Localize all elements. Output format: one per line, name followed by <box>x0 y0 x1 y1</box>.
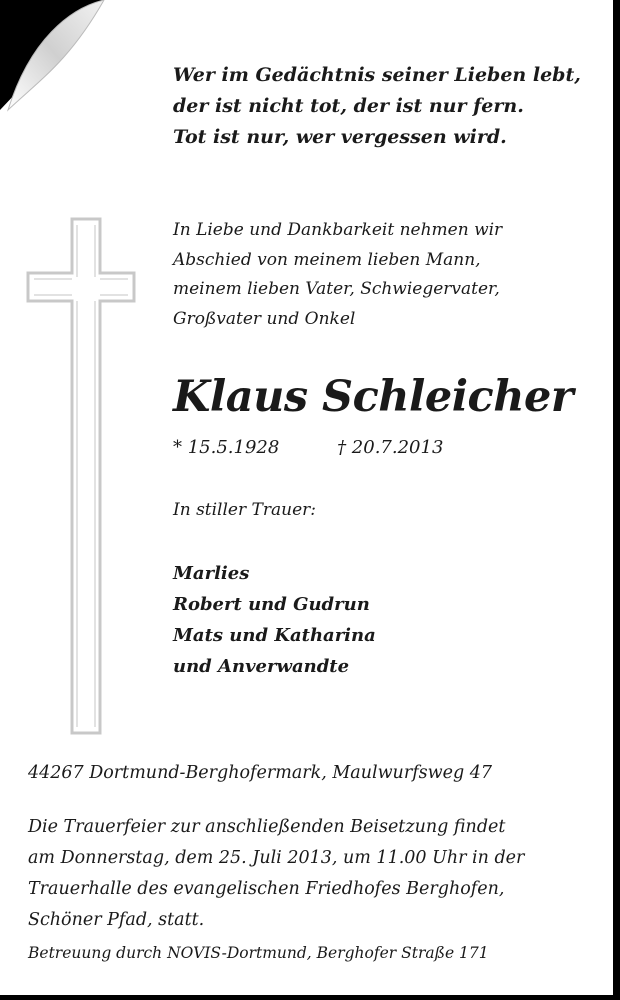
family-member: und Anverwandte <box>173 656 350 677</box>
funeral-service-note: Betreuung durch NOVIS-Dortmund, Berghofer Straße 171 <box>28 944 489 962</box>
cross-icon <box>26 217 138 737</box>
memorial-poem <box>173 60 581 153</box>
family-member: Robert und Gudrun <box>173 594 370 615</box>
farewell-intro <box>173 216 502 334</box>
death-date: † 20.7.2013 <box>337 437 444 458</box>
ceremony-line: Die Trauerfeier zur anschließenden Beisetzung findet <box>28 817 506 837</box>
family-member: Marlies <box>173 563 250 584</box>
poem-line: Wer im Gedächtnis seiner Lieben lebt, <box>173 64 581 86</box>
deceased-name: Klaus Schleicher <box>173 372 573 422</box>
poem-line: der ist nicht tot, der ist nur fern. <box>173 95 524 117</box>
mourning-label: In stiller Trauer: <box>173 500 316 520</box>
family-list <box>173 558 376 682</box>
birth-date: * 15.5.1928 <box>173 437 280 458</box>
intro-line: meinem lieben Vater, Schwiegervater, <box>173 279 500 299</box>
mourner-address: 44267 Dortmund-Berghofermark, Maulwurfsweg 47 <box>28 763 493 783</box>
family-member: Mats und Katharina <box>173 625 376 646</box>
poem-line: Tot ist nur, wer vergessen wird. <box>173 126 507 148</box>
ceremony-line: Schöner Pfad, statt. <box>28 910 205 930</box>
life-dates <box>173 437 443 458</box>
ceremony-details <box>28 812 524 936</box>
intro-line: In Liebe und Dankbarkeit nehmen wir <box>173 220 503 240</box>
page-curl-icon <box>0 0 110 115</box>
intro-line: Abschied von meinem lieben Mann, <box>173 249 481 270</box>
intro-line: Großvater und Onkel <box>173 308 356 329</box>
ceremony-line: am Donnerstag, dem 25. Juli 2013, um 11.00 Uhr in der <box>28 848 525 868</box>
ceremony-line: Trauerhalle des evangelischen Friedhofes Berghofen, <box>28 879 505 899</box>
